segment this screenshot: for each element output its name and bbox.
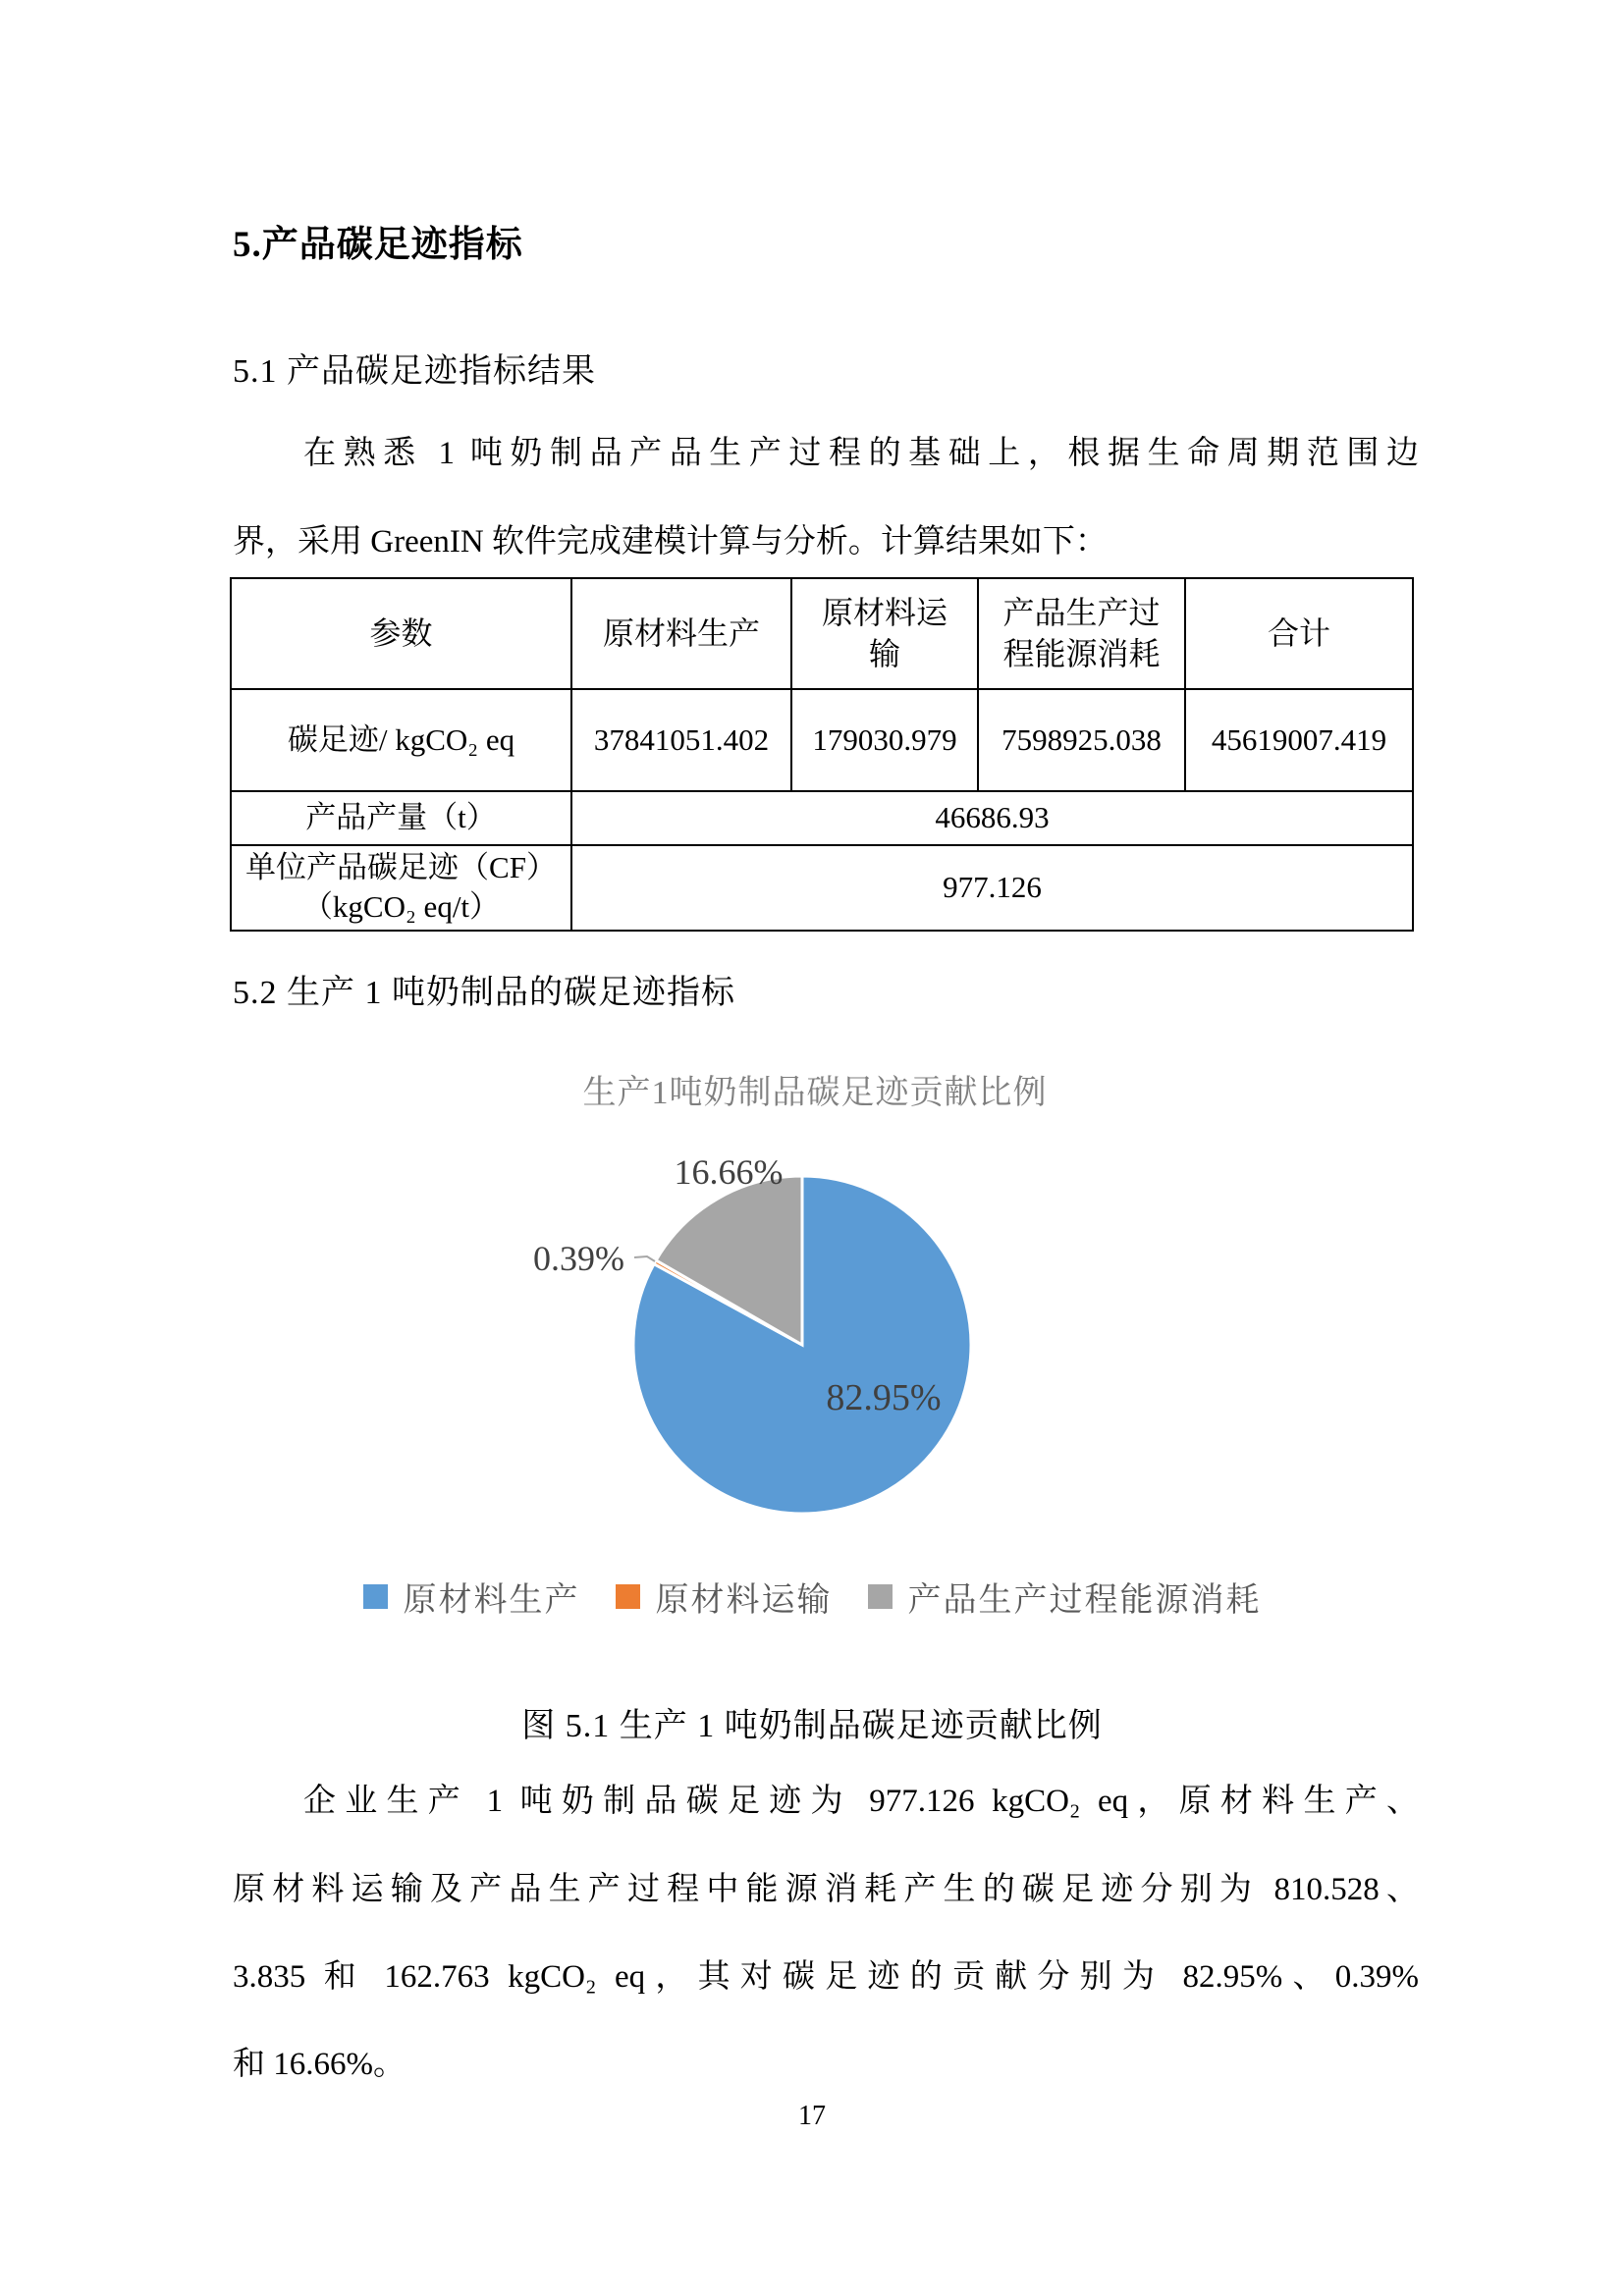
legend-item xyxy=(363,1573,580,1621)
pie-data-label: 0.39% xyxy=(533,1239,624,1278)
chart-title: 生产1吨奶制品碳足迹贡献比例 xyxy=(582,1075,1048,1111)
table-header-cell: 原材料生产 xyxy=(571,578,791,689)
paragraph-line: 在熟悉 1 吨奶制品产品生产过程的基础上，根据生命周期范围边 xyxy=(303,436,1419,471)
pie-data-label: 82.95% xyxy=(826,1377,942,1418)
table-cell: 977.126 xyxy=(571,845,1413,931)
legend-swatch-icon xyxy=(616,1584,640,1609)
chart-legend xyxy=(0,1573,1624,1621)
legend-item xyxy=(868,1573,1262,1621)
table-cell: 46686.93 xyxy=(571,791,1413,845)
table-header-row xyxy=(231,578,1413,689)
pie-chart xyxy=(393,1119,1227,1531)
legend-item xyxy=(616,1573,833,1621)
legend-label: 产品生产过程能源消耗 xyxy=(907,1582,1262,1619)
paragraph-line: 3.835 和 162.763 kgCO₂ eq，其对碳足迹的贡献分别为 82.95%、0.39% xyxy=(233,1959,1419,1995)
table-row xyxy=(231,845,1413,931)
row-label-cell: 单位产品碳足迹（CF） （kgCO₂ eq/t） xyxy=(231,845,571,931)
legend-swatch-icon xyxy=(363,1584,388,1609)
carbon-footprint-table xyxy=(230,577,1414,932)
table-cell: 37841051.402 xyxy=(571,689,791,791)
paragraph-line: 企业生产 1 吨奶制品碳足迹为 977.126 kgCO₂ eq，原材料生产、 xyxy=(303,1784,1419,1819)
legend-swatch-icon xyxy=(868,1584,893,1609)
table-header-cell: 参数 xyxy=(231,578,571,689)
subsection-5-1-title: 5.1 产品碳足迹指标结果 xyxy=(233,353,596,390)
row-label-cell: 产品产量（t） xyxy=(231,791,571,845)
section-heading: 5.产品碳足迹指标 xyxy=(233,225,523,265)
table-header-cell: 合计 xyxy=(1185,578,1413,689)
paragraph-line: 界，采用 GreenIN 软件完成建模计算与分析。计算结果如下： xyxy=(233,524,1108,560)
paragraph-line: 原材料运输及产品生产过程中能源消耗产生的碳足迹分别为 810.528、 xyxy=(233,1872,1419,1907)
label-leader-line xyxy=(634,1256,655,1261)
legend-label: 原材料运输 xyxy=(655,1582,833,1619)
pie-data-label: 16.66% xyxy=(674,1152,784,1192)
table-row xyxy=(231,791,1413,845)
paragraph-line: 和 16.66%。 xyxy=(233,2047,406,2082)
table-cell: 7598925.038 xyxy=(978,689,1185,791)
subsection-5-2-title: 5.2 生产 1 吨奶制品的碳足迹指标 xyxy=(233,975,735,1011)
legend-label: 原材料生产 xyxy=(403,1582,580,1619)
table-header-cell: 产品生产过程能源消耗 xyxy=(978,578,1185,689)
figure-caption: 图 5.1 生产 1 吨奶制品碳足迹贡献比例 xyxy=(521,1708,1103,1744)
table-cell: 179030.979 xyxy=(791,689,978,791)
table-cell: 45619007.419 xyxy=(1185,689,1413,791)
table-row xyxy=(231,689,1413,791)
row-label-cell: 碳足迹/ kgCO₂ eq xyxy=(231,689,571,791)
table-header-cell: 原材料运输 xyxy=(791,578,978,689)
page-number: 17 xyxy=(798,2101,826,2131)
